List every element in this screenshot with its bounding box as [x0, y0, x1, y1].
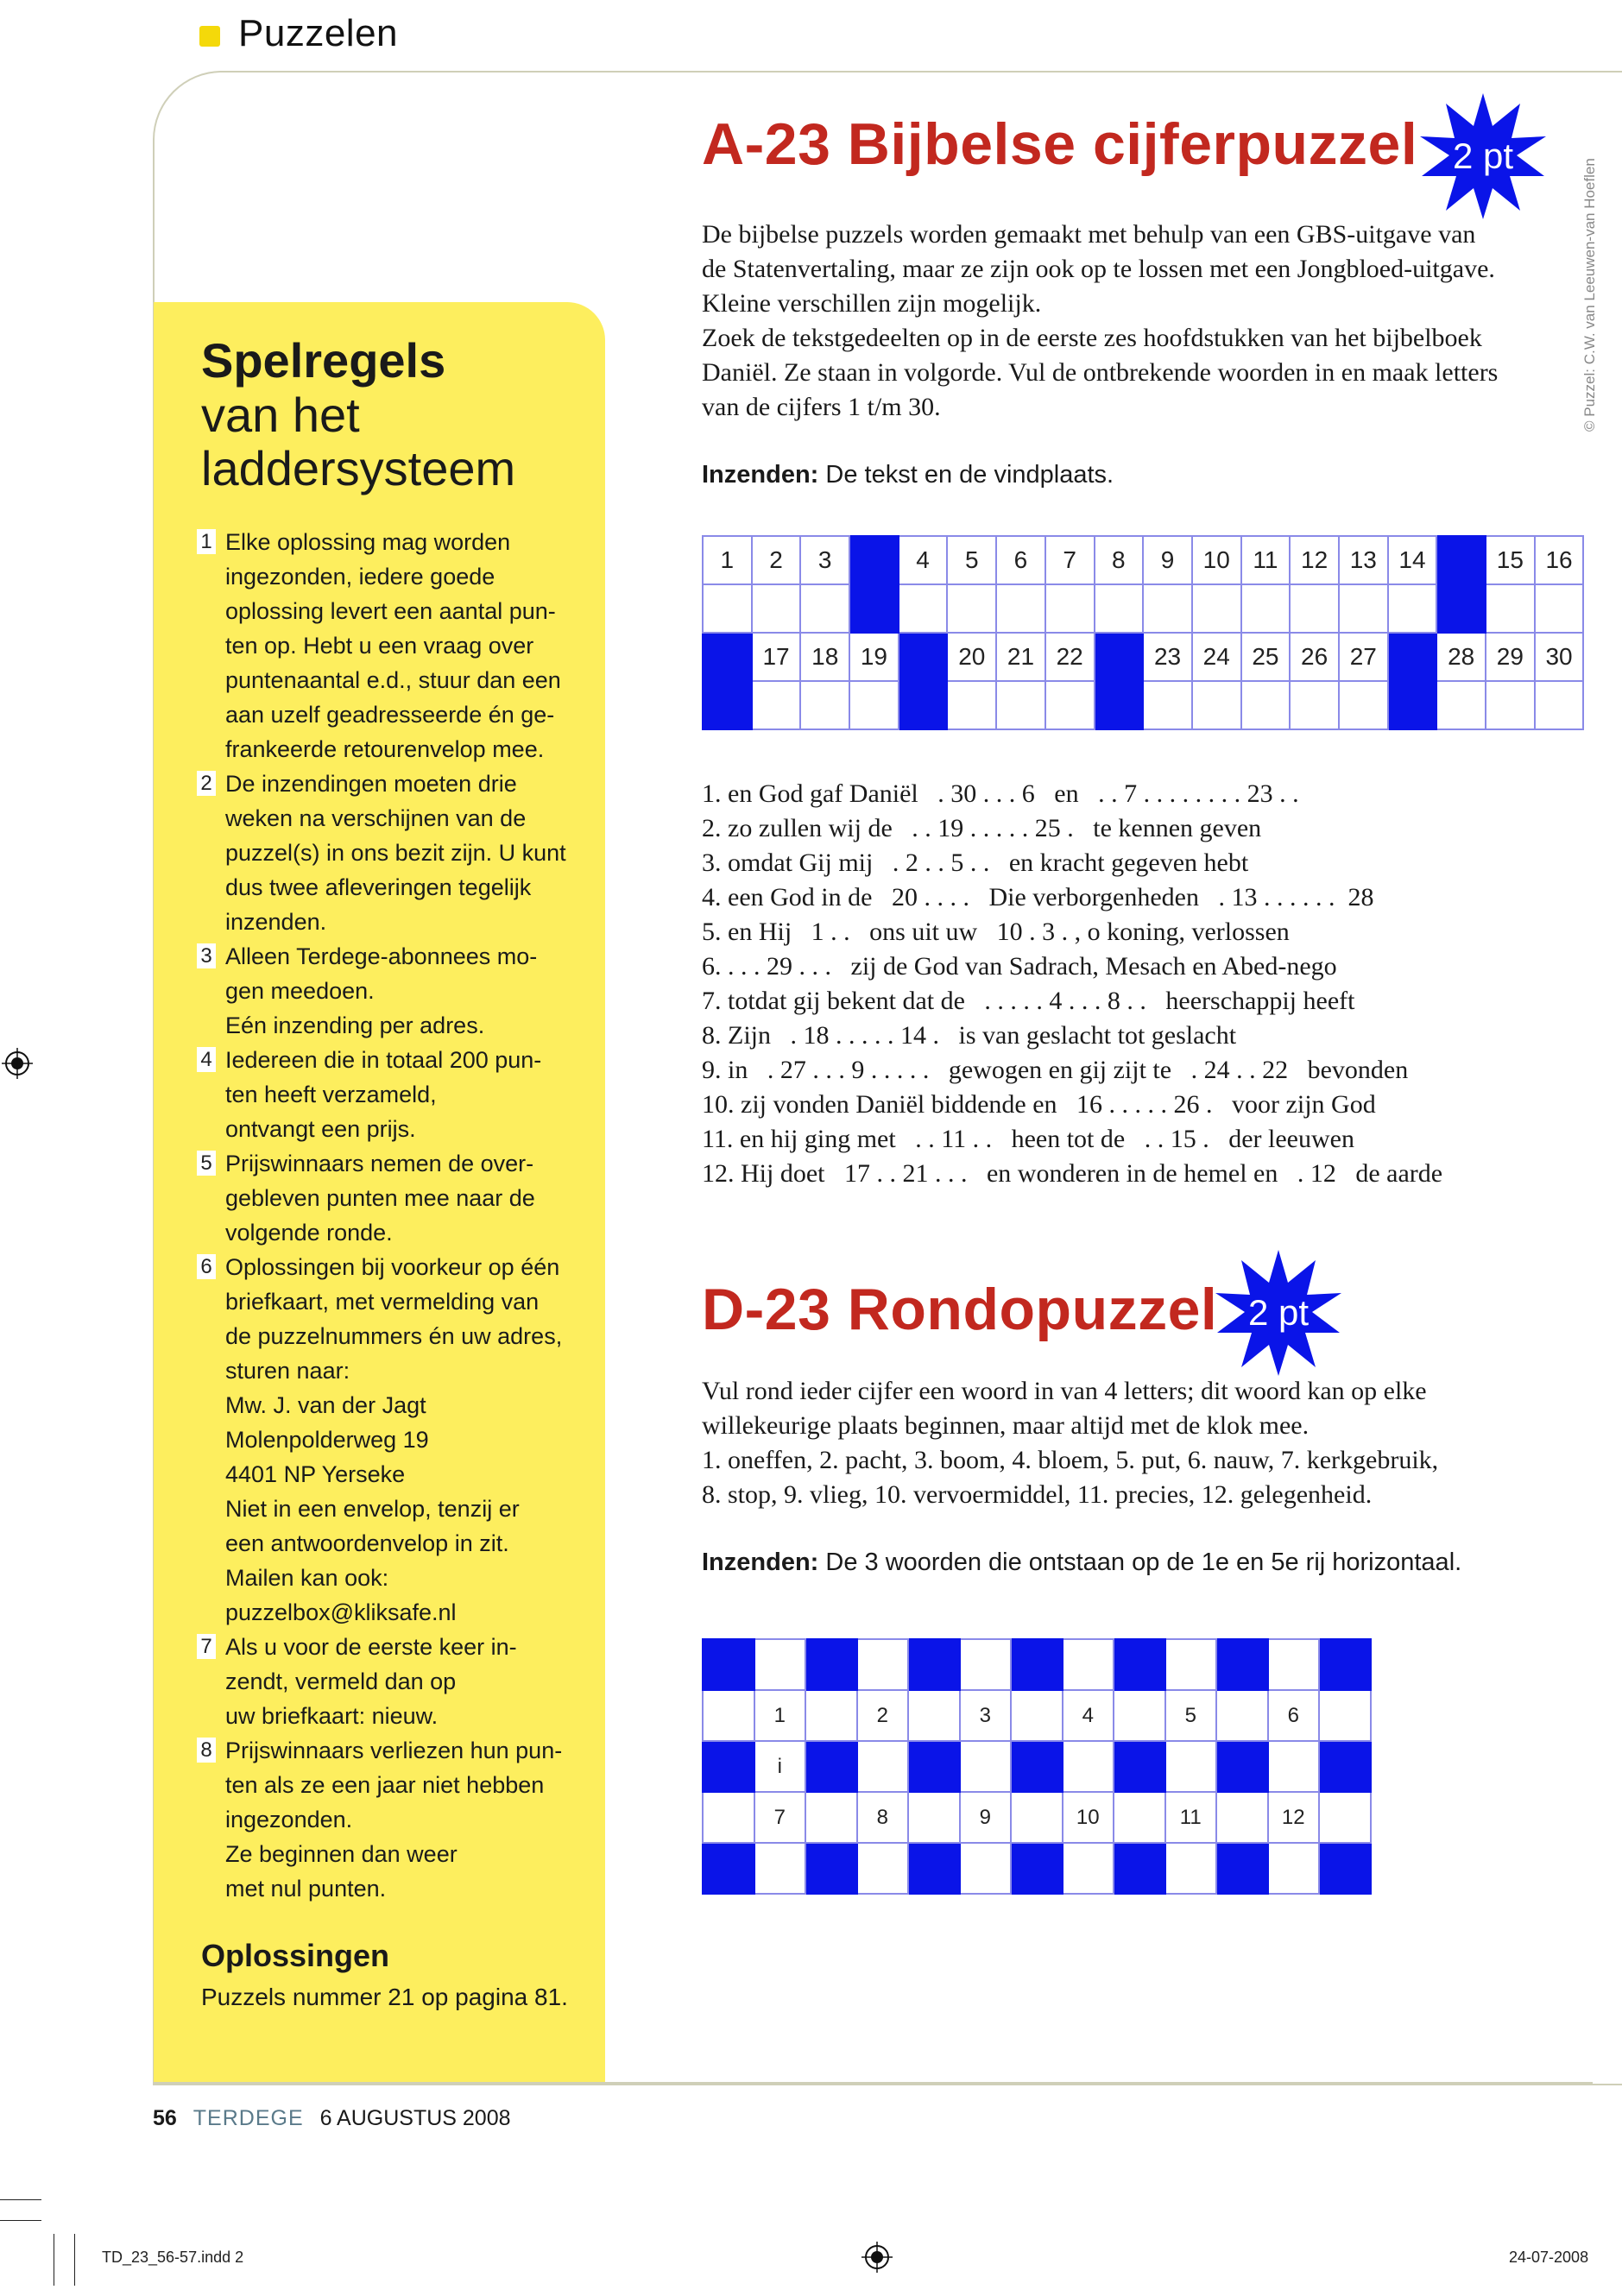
clue-item: 4. een God in de 20 . . . . Die verborgenheden . 13 . . . . . . 28: [702, 883, 1374, 911]
grid-cell: 13: [1339, 536, 1388, 584]
puzzle-a-intro: De bijbelse puzzels worden gemaakt met behulp van een GBS-uitgave van de Statenvertaling, maar ze zijn ook op te lossen met een Jongbloed-uitgave. Kleine verschillen zijn mogelijk. Zoek de tekstgedeelten op in de eerste zes hoofdstukken van het bijbelboek Daniël. Ze staan in volgorde. Vul de ontbrekende woorden in en maak letters van de cijfers 1 t/m 30.: [702, 220, 1499, 421]
grid-cell: [1165, 1639, 1217, 1690]
grid-cell: [754, 1843, 806, 1894]
black-cell: [703, 681, 752, 729]
points-label: 2 pt: [1247, 1292, 1310, 1333]
black-cell: [1216, 1639, 1268, 1690]
grid-cell: 6: [996, 536, 1045, 584]
clue-item: 12. Hij doet 17 . . 21 . . . en wonderen in de hemel en . 12 de aarde: [702, 1159, 1443, 1188]
grid-cell: [1216, 1792, 1268, 1843]
page-number: 56: [153, 2106, 177, 2130]
crop-mark: [0, 2199, 41, 2200]
grid-cell: 3: [800, 536, 849, 584]
rule-text: Iedereen die in totaal 200 pun- ten heeft verzameld, ontvangt een prijs.: [225, 1047, 542, 1142]
black-cell: [703, 1639, 754, 1690]
clue-item: 5. en Hij 1 . . ons uit uw 10 . 3 . , o koning, verlossen: [702, 918, 1290, 946]
rule-number: 6: [197, 1254, 216, 1279]
grid-cell: [1045, 681, 1095, 729]
rule-text: Prijswinnaars verliezen hun pun- ten als ze een jaar niet hebben ingezonden. Ze beginnen dan weer met nul punten.: [225, 1738, 563, 1902]
submit-text: De 3 woorden die ontstaan op de 1e en 5e rij horizontaal.: [825, 1549, 1462, 1576]
grid-cell: [857, 1843, 909, 1894]
rule-item: [197, 1043, 585, 1146]
grid-cell: [800, 681, 849, 729]
clue-item: 11. en hij ging met . . 11 . . heen tot de . . 15 . der leeuwen: [702, 1125, 1354, 1153]
clue-list: [702, 777, 1582, 1191]
rule-item: [197, 1733, 585, 1906]
section-marker: [199, 26, 220, 47]
grid-cell: [1436, 681, 1486, 729]
grid-cell: [857, 1741, 909, 1792]
puzzle-credit: © Puzzel: C.W. van Leeuwen-van Hoeflen: [1581, 158, 1598, 432]
black-cell: [1011, 1741, 1063, 1792]
grid-cell: [754, 1639, 806, 1690]
rule-text: Oplossingen bij voorkeur op één briefkaart, met vermelding van de puzzelnummers én uw adres, sturen naar: Mw. J. van der Jagt Molenpolderweg 19 4401 NP Yerseke Niet in een envelop, tenzij er een antwoordenvelop in zit. Mailen kan ook: puzzelbox@kliksafe.nl: [225, 1254, 563, 1625]
rule-number: 1: [197, 529, 216, 554]
grid-cell: [857, 1639, 909, 1690]
grid-cell: [1114, 1690, 1165, 1741]
clue-item: 1. en God gaf Daniël . 30 . . . 6 en . . 7 . . . . . . . . 23 . .: [702, 779, 1299, 808]
rules-heading: Spelregels: [201, 333, 446, 388]
points-badge: [1418, 91, 1548, 221]
grid-cell: [1339, 681, 1388, 729]
grid-cell: 9: [1143, 536, 1192, 584]
grid-cell: [1268, 1741, 1320, 1792]
grid-cell: 11: [1165, 1792, 1217, 1843]
grid-cell: 8: [857, 1792, 909, 1843]
grid-cell: [1063, 1741, 1114, 1792]
black-cell: [899, 681, 948, 729]
rule-number: 8: [197, 1738, 216, 1763]
black-cell: [899, 633, 948, 681]
grid-cell: 11: [1241, 536, 1291, 584]
grid-cell: [1143, 584, 1192, 633]
grid-cell: 5: [947, 536, 996, 584]
black-cell: [703, 1843, 754, 1894]
magazine-name: TERDEGE: [192, 2106, 304, 2130]
grid-cell: 25: [1241, 633, 1291, 681]
grid-cell: 12: [1290, 536, 1339, 584]
clue-item: 9. in . 27 . . . 9 . . . . . gewogen en gij zijt te . 24 . . 22 bevonden: [702, 1056, 1409, 1084]
submit-label: Inzenden:: [702, 461, 819, 489]
black-cell: [1319, 1843, 1371, 1894]
black-cell: [1095, 681, 1144, 729]
grid-cell: [1290, 584, 1339, 633]
grid-cell: 28: [1436, 633, 1486, 681]
rule-number: 3: [197, 943, 216, 968]
grid-cell: [703, 1792, 754, 1843]
grid-cell: [1063, 1843, 1114, 1894]
grid-cell: 8: [1095, 536, 1144, 584]
clue-item: 7. totdat gij bekent dat de . . . . . 4 . . . 8 . . heerschappij heeft: [702, 987, 1355, 1015]
submit-label: Inzenden:: [702, 1549, 819, 1576]
cipher-grid: [702, 535, 1584, 730]
crop-mark: [0, 2220, 41, 2221]
grid-cell: [960, 1843, 1012, 1894]
rule-item: [197, 525, 585, 766]
grid-cell: [805, 1690, 857, 1741]
grid-cell: [703, 584, 752, 633]
grid-cell: [947, 681, 996, 729]
grid-cell: [1535, 681, 1584, 729]
puzzle-d-intro: Vul rond ieder cijfer een woord in van 4 letters; dit woord kan op elke willekeurige plaats beginnen, maar altijd met de klok mee. 1. oneffen, 2. pacht, 3. boom, 4. bloem, 5. put, 6. nauw, 7. kerkgebruik, 8. stop, 9. vlieg, 10. vervoermiddel, 11. precies, 12. gelegenheid.: [702, 1377, 1439, 1509]
grid-cell: 14: [1388, 536, 1437, 584]
grid-cell: [1045, 584, 1095, 633]
rule-item: [197, 939, 585, 1043]
submit-text: De tekst en de vindplaats.: [825, 461, 1114, 489]
rule-item: [197, 1630, 585, 1733]
grid-cell: [1165, 1843, 1217, 1894]
grid-cell: [1486, 584, 1535, 633]
rule-number: 7: [197, 1634, 216, 1659]
puzzle-a-title: A-23 Bijbelse cijferpuzzel: [702, 111, 1418, 177]
grid-cell: [1011, 1792, 1063, 1843]
grid-cell: 24: [1192, 633, 1241, 681]
rules-subheading: van het laddersysteem: [201, 388, 516, 495]
grid-cell: 2: [752, 536, 801, 584]
black-cell: [805, 1639, 857, 1690]
grid-cell: 10: [1063, 1792, 1114, 1843]
black-cell: [1436, 536, 1486, 584]
grid-cell: [1114, 1792, 1165, 1843]
grid-cell: [752, 681, 801, 729]
grid-cell: 19: [849, 633, 899, 681]
grid-cell: [908, 1792, 960, 1843]
crop-mark: [74, 2234, 75, 2286]
black-cell: [1114, 1741, 1165, 1792]
grid-cell: [1319, 1792, 1371, 1843]
grid-cell: 4: [899, 536, 948, 584]
black-cell: [1011, 1843, 1063, 1894]
solutions-heading: Oplossingen: [201, 1938, 390, 1973]
grid-cell: 5: [1165, 1690, 1217, 1741]
black-cell: [908, 1843, 960, 1894]
rule-item: [197, 766, 585, 939]
black-cell: [849, 584, 899, 633]
black-cell: [1114, 1639, 1165, 1690]
clue-item: 6. . . . 29 . . . zij de God van Sadrach, Mesach en Abed-nego: [702, 952, 1337, 981]
rule-item: [197, 1146, 585, 1250]
rule-text: Prijswinnaars nemen de over- gebleven punten mee naar de volgende ronde.: [225, 1151, 535, 1246]
rule-text: Elke oplossing mag worden ingezonden, iedere goede oplossing levert een aantal pun- ten op. Hebt u een vraag over puntenaantal e.d., stuur dan een aan uzelf geadresseerde én ge- frankeerde retourenvelop mee.: [225, 529, 561, 762]
grid-cell: [1319, 1690, 1371, 1741]
grid-cell: [1388, 584, 1437, 633]
section-title: Puzzelen: [238, 12, 399, 54]
grid-cell: [1011, 1690, 1063, 1741]
grid-cell: [1268, 1639, 1320, 1690]
grid-cell: 21: [996, 633, 1045, 681]
grid-cell: [899, 584, 948, 633]
grid-cell: [960, 1639, 1012, 1690]
rule-number: 4: [197, 1047, 216, 1072]
grid-cell: [1095, 584, 1144, 633]
grid-cell: 23: [1143, 633, 1192, 681]
grid-cell: 10: [1192, 536, 1241, 584]
slug-date: 24-07-2008: [1509, 2249, 1589, 2266]
grid-cell: [849, 681, 899, 729]
grid-cell: 3: [960, 1690, 1012, 1741]
grid-cell: i: [754, 1741, 806, 1792]
points-label: 2 pt: [1452, 136, 1514, 176]
grid-cell: 20: [947, 633, 996, 681]
black-cell: [1319, 1741, 1371, 1792]
grid-cell: [1241, 584, 1291, 633]
grid-cell: 15: [1486, 536, 1535, 584]
grid-cell: 1: [754, 1690, 806, 1741]
black-cell: [1319, 1639, 1371, 1690]
grid-cell: 4: [1063, 1690, 1114, 1741]
grid-cell: 30: [1535, 633, 1584, 681]
grid-cell: [960, 1741, 1012, 1792]
grid-cell: [1165, 1741, 1217, 1792]
registration-mark-icon: [861, 2242, 893, 2273]
rule-item: [197, 1250, 585, 1630]
grid-cell: [996, 681, 1045, 729]
solutions-text: Puzzels nummer 21 op pagina 81.: [201, 1984, 568, 2010]
grid-cell: [1241, 681, 1291, 729]
grid-cell: 9: [960, 1792, 1012, 1843]
black-cell: [908, 1639, 960, 1690]
grid-cell: [947, 584, 996, 633]
grid-cell: 6: [1268, 1690, 1320, 1741]
grid-cell: 18: [800, 633, 849, 681]
grid-cell: [1192, 584, 1241, 633]
black-cell: [849, 536, 899, 584]
grid-cell: [1268, 1843, 1320, 1894]
rondo-grid: [702, 1638, 1372, 1895]
issue-date: 6 AUGUSTUS 2008: [319, 2106, 511, 2130]
grid-cell: [1192, 681, 1241, 729]
puzzle-d-title: D-23 Rondopuzzel: [702, 1277, 1218, 1342]
rule-number: 2: [197, 771, 216, 796]
black-cell: [1114, 1843, 1165, 1894]
rule-number: 5: [197, 1151, 216, 1176]
black-cell: [703, 633, 752, 681]
slug-file: TD_23_56-57.indd 2: [102, 2249, 244, 2266]
grid-cell: [1486, 681, 1535, 729]
page-frame-bottom: [153, 2082, 1593, 2084]
grid-cell: 2: [857, 1690, 909, 1741]
grid-cell: 22: [1045, 633, 1095, 681]
page-folio: [153, 2106, 511, 2131]
grid-cell: 17: [752, 633, 801, 681]
black-cell: [1216, 1843, 1268, 1894]
clue-item: 2. zo zullen wij de . . 19 . . . . . 25 . te kennen geven: [702, 814, 1262, 842]
grid-cell: 29: [1486, 633, 1535, 681]
grid-cell: 1: [703, 536, 752, 584]
grid-cell: [1339, 584, 1388, 633]
grid-cell: [805, 1792, 857, 1843]
rule-text: Als u voor de eerste keer in- zendt, vermeld dan op uw briefkaart: nieuw.: [225, 1634, 517, 1729]
grid-cell: [800, 584, 849, 633]
rule-text: Alleen Terdege-abonnees mo- gen meedoen. Eén inzending per adres.: [225, 943, 538, 1038]
grid-cell: 16: [1535, 536, 1584, 584]
points-badge: [1214, 1248, 1343, 1378]
grid-cell: [752, 584, 801, 633]
clue-item: 3. omdat Gij mij . 2 . . 5 . . en kracht gegeven hebt: [702, 848, 1249, 877]
grid-cell: 27: [1339, 633, 1388, 681]
black-cell: [1436, 584, 1486, 633]
grid-cell: 7: [1045, 536, 1095, 584]
clue-item: 8. Zijn . 18 . . . . . 14 . is van geslacht tot geslacht: [702, 1021, 1237, 1050]
grid-cell: [703, 1690, 754, 1741]
grid-cell: 12: [1268, 1792, 1320, 1843]
black-cell: [805, 1843, 857, 1894]
grid-cell: [1535, 584, 1584, 633]
registration-mark-icon: [2, 1048, 33, 1079]
black-cell: [805, 1741, 857, 1792]
black-cell: [1095, 633, 1144, 681]
grid-cell: [1063, 1639, 1114, 1690]
grid-cell: [1216, 1690, 1268, 1741]
grid-cell: [1290, 681, 1339, 729]
grid-cell: [908, 1690, 960, 1741]
grid-cell: 26: [1290, 633, 1339, 681]
grid-cell: [996, 584, 1045, 633]
black-cell: [1388, 681, 1437, 729]
black-cell: [908, 1741, 960, 1792]
puzzle-a-submit: [702, 461, 1114, 489]
black-cell: [1216, 1741, 1268, 1792]
clue-item: 10. zij vonden Daniël biddende en 16 . . . . . 26 . voor zijn God: [702, 1090, 1376, 1119]
rule-text: De inzendingen moeten drie weken na verschijnen van de puzzel(s) in ons bezit zijn. U kunt dus twee afleveringen tegelijk inzenden.: [225, 771, 566, 935]
puzzle-d-submit: [702, 1549, 1461, 1577]
black-cell: [1011, 1639, 1063, 1690]
black-cell: [1388, 633, 1437, 681]
grid-cell: 7: [754, 1792, 806, 1843]
grid-cell: [1143, 681, 1192, 729]
black-cell: [703, 1741, 754, 1792]
